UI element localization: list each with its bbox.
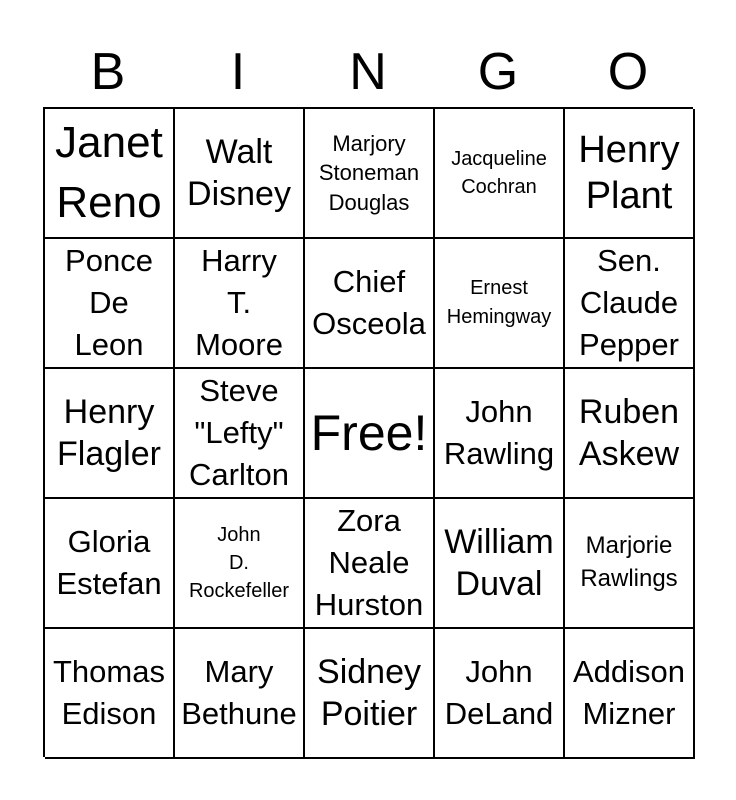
cell-label: Mary Bethune (181, 654, 297, 731)
cell-label: Henry Plant (578, 128, 680, 217)
bingo-cell[interactable] (45, 499, 175, 629)
cell-label: Janet Reno (55, 118, 163, 227)
cell-label: Marjory Stoneman Douglas (318, 130, 420, 215)
cell-label: William Duval (444, 522, 554, 603)
bingo-cell[interactable] (565, 369, 695, 499)
cell-label: Addison Mizner (572, 654, 686, 731)
cell-label: Harry T. Moore (195, 243, 283, 362)
cell-label: Marjorie Rawlings (580, 532, 678, 592)
free-space[interactable] (305, 369, 435, 499)
cell-label: Ponce De Leon (65, 243, 153, 362)
free-space-label: Free! (310, 405, 428, 461)
cell-label: Walt Disney (187, 132, 291, 213)
bingo-cell[interactable] (435, 499, 565, 629)
bingo-cell[interactable] (175, 369, 305, 499)
bingo-cell[interactable] (565, 499, 695, 629)
cell-label: Sen. Claude Pepper (579, 243, 679, 362)
bingo-cell[interactable] (175, 109, 305, 239)
bingo-cell[interactable] (175, 499, 305, 629)
cell-label: Gloria Estefan (56, 524, 162, 601)
bingo-cell[interactable] (305, 629, 435, 759)
header-letter-b: B (90, 43, 126, 101)
cell-label: Zora Neale Hurston (314, 503, 424, 622)
bingo-cell[interactable] (435, 239, 565, 369)
bingo-cell[interactable] (45, 239, 175, 369)
bingo-cell[interactable] (45, 109, 175, 239)
bingo-cell[interactable] (435, 369, 565, 499)
bingo-cell[interactable] (45, 369, 175, 499)
bingo-cell[interactable] (565, 239, 695, 369)
bingo-cell[interactable] (175, 239, 305, 369)
bingo-cell[interactable] (45, 629, 175, 759)
cell-label: Jacqueline Cochran (451, 148, 547, 198)
cell-label: Sidney Poitier (317, 652, 421, 733)
cell-label: Ruben Askew (578, 392, 680, 473)
bingo-cell[interactable] (175, 629, 305, 759)
cell-label: John Rawling (443, 394, 555, 471)
bingo-header (43, 40, 693, 104)
header-letter-n: N (349, 43, 387, 101)
bingo-cell[interactable] (305, 109, 435, 239)
bingo-cell[interactable] (565, 109, 695, 239)
bingo-cell[interactable] (435, 109, 565, 239)
cell-label: Thomas Edison (53, 654, 165, 731)
bingo-cell[interactable] (305, 239, 435, 369)
cell-label: Steve "Lefty" Carlton (189, 373, 289, 492)
header-letter-g: G (477, 43, 519, 101)
cell-label: Chief Osceola (312, 264, 426, 341)
header-letter-o: O (607, 43, 649, 101)
header-letter-i: I (230, 43, 246, 101)
cell-label: John D. Rockefeller (188, 524, 290, 602)
bingo-board (43, 107, 693, 757)
bingo-cell[interactable] (435, 629, 565, 759)
bingo-cell[interactable] (305, 499, 435, 629)
cell-label: Ernest Hemingway (446, 277, 552, 328)
bingo-cell[interactable] (565, 629, 695, 759)
cell-label: Henry Flagler (57, 392, 161, 473)
cell-label: John DeLand (444, 654, 554, 731)
